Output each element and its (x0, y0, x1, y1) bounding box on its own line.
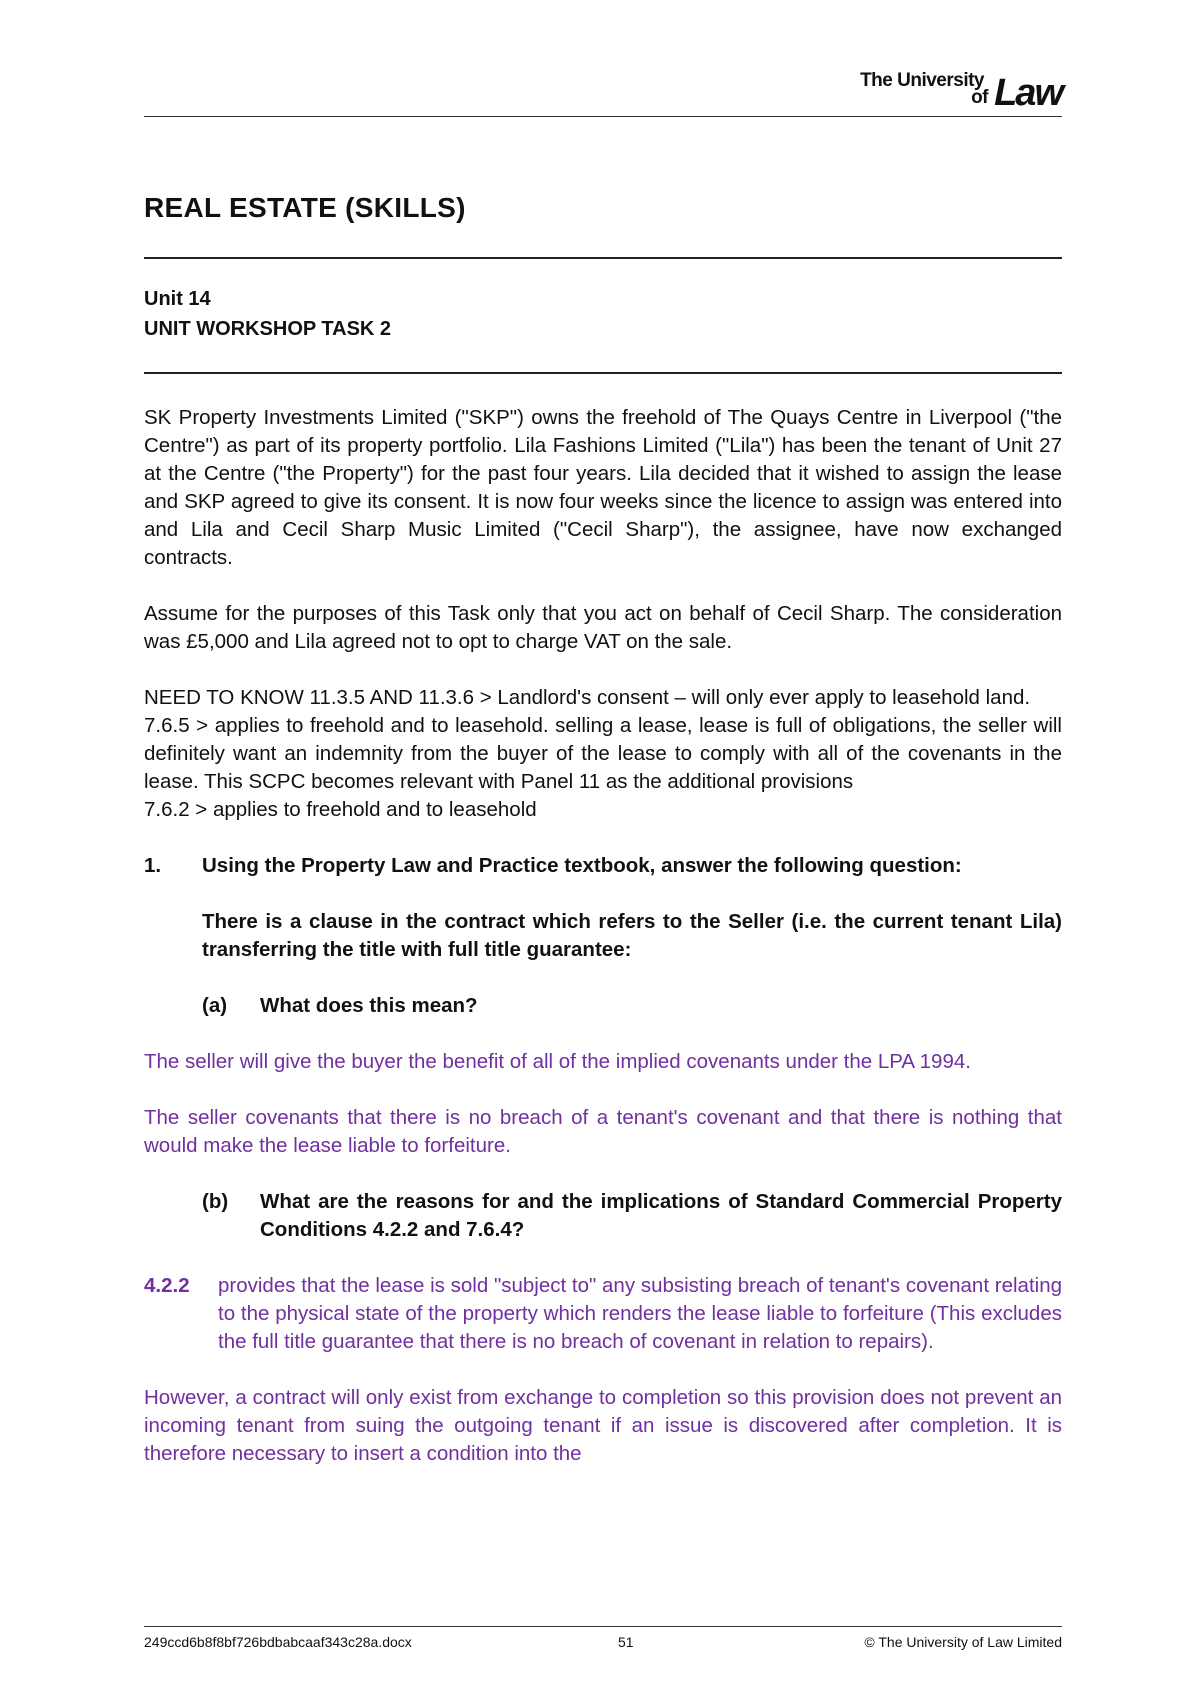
title-rule (144, 257, 1062, 259)
question-1 (144, 852, 1062, 880)
logo-line1: The University (860, 70, 984, 91)
logo-law: Law (994, 72, 1062, 114)
question-part-b (202, 1188, 1062, 1244)
question-stem: There is a clause in the contract which refers to the Seller (i.e. the current tenant Lila) transferring the title with full title guarantee: (202, 910, 1062, 961)
answer-paragraph: The seller will give the buyer the benefit of all of the implied covenants under the LPA 1994. (144, 1050, 971, 1073)
question-part-a (202, 992, 1062, 1020)
footer-page-number: 51 (618, 1634, 634, 1650)
part-text: What does this mean? (260, 994, 478, 1017)
task-rule (144, 372, 1062, 374)
answer-4-2-2 (144, 1272, 1062, 1356)
unit-heading: Unit 14 (144, 288, 211, 310)
part-label: (b) (202, 1190, 229, 1213)
note-line: 7.6.5 > applies to freehold and to leasehold. selling a lease, lease is full of obligations, the seller will definitely want an indemnity from the buyer of the lease to comply with all of the covenants in the lease. This SCPC becomes relevant with Panel 11 as the additional provisions (144, 714, 1062, 793)
university-of-law-logo (842, 70, 1062, 114)
document-title: REAL ESTATE (SKILLS) (144, 192, 466, 223)
answer-text: provides that the lease is sold "subject to" any subsisting breach of tenant's covenant relating to the physical state of the property which renders the lease liable to forfeiture (This excludes the full title guarantee that there is no breach of covenant in relation to repairs). (218, 1274, 1062, 1353)
header-rule (144, 116, 1062, 117)
answer-paragraph: However, a contract will only exist from exchange to completion so this provision does not prevent an incoming tenant from suing the outgoing tenant if an issue is discovered after completion. It is therefore necessary to insert a condition into the (144, 1386, 1062, 1465)
intro-paragraph: SK Property Investments Limited ("SKP") owns the freehold of The Quays Centre in Liverpool ("the Centre") as part of its property portfolio. Lila Fashions Limited ("Lila") has been the tenant of Unit 27 at the Centre ("the Property") for the past four years. Lila decided that it wished to assign the lease and SKP agreed to give its consent. It is now four weeks since the licence to assign was entered into and Lila and Cecil Sharp Music Limited ("Cecil Sharp"), the assignee, have now exchanged contracts. (144, 406, 1062, 569)
task-heading: UNIT WORKSHOP TASK 2 (144, 318, 392, 340)
question-text: Using the Property Law and Practice textbook, answer the following question: (202, 854, 962, 877)
part-text: What are the reasons for and the implications of Standard Commercial Property Conditions 4.2.2 and 7.6.4? (260, 1190, 1062, 1241)
intro-paragraph: Assume for the purposes of this Task only that you act on behalf of Cecil Sharp. The consideration was £5,000 and Lila agreed not to opt to charge VAT on the sale. (144, 602, 1062, 653)
part-label: (a) (202, 994, 228, 1017)
footer-filename: 249ccd6b8f8bf726bdbabcaaf343c28a.docx (144, 1634, 412, 1650)
document-body (144, 404, 1062, 1496)
note-line: 7.6.2 > applies to freehold and to leasehold (144, 798, 537, 821)
note-line: NEED TO KNOW 11.3.5 AND 11.3.6 > Landlord's consent – will only ever apply to leasehold land. (144, 686, 1031, 709)
question-number: 1. (144, 854, 162, 877)
footer-copyright: © The University of Law Limited (864, 1634, 1062, 1650)
footer-rule (144, 1626, 1062, 1627)
logo-line2: of (971, 87, 988, 108)
answer-label: 4.2.2 (144, 1274, 190, 1297)
answer-paragraph: The seller covenants that there is no breach of a tenant's covenant and that there is nothing that would make the lease liable to forfeiture. (144, 1106, 1062, 1157)
